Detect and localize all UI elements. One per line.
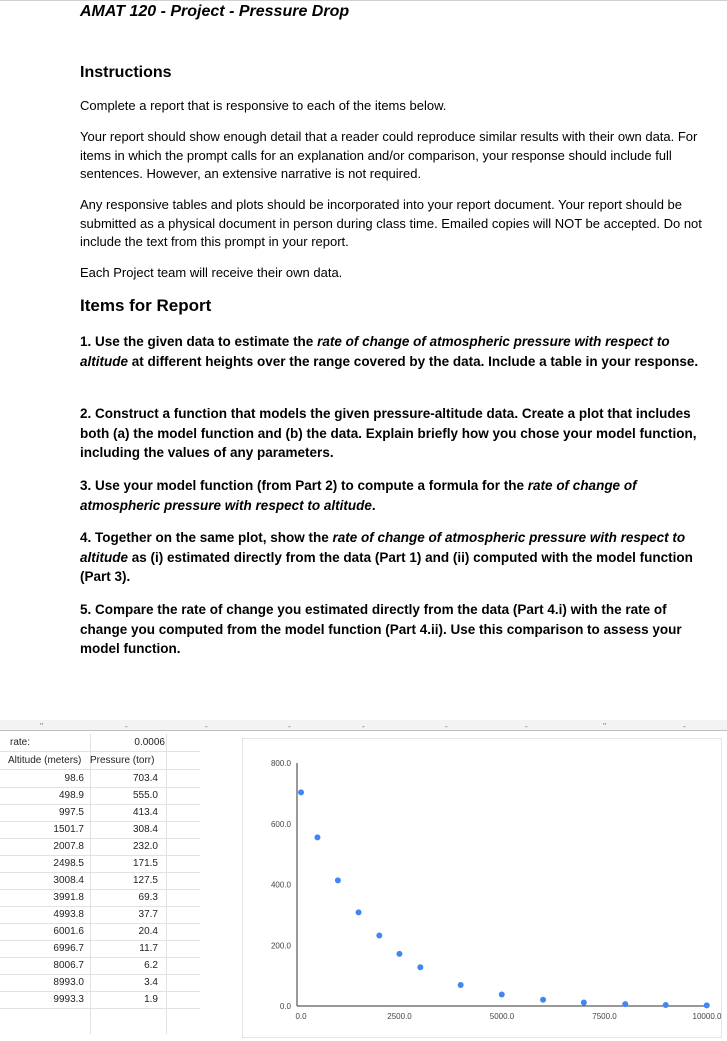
table-row[interactable] <box>0 957 200 975</box>
rate-row[interactable] <box>0 734 200 752</box>
header-row[interactable] <box>0 752 200 770</box>
y-tick-label: 600.0 <box>270 819 291 829</box>
table-row[interactable] <box>0 889 200 907</box>
table-row[interactable] <box>0 906 200 924</box>
altitude-cell: 2007.8 <box>53 841 84 852</box>
pressure-cell: 3.4 <box>144 977 158 988</box>
table-row[interactable] <box>0 821 200 839</box>
chart-frame <box>242 738 722 1038</box>
data-point <box>356 909 362 915</box>
instructions-paragraph-2: Your report should show enough detail that a reader could reproduce similar results with their own data. For items in which the prompt calls for an explanation and/or comparison, your response should include full sentences. However, an extensive narrative is not required. <box>80 129 698 181</box>
items-heading: Items for Report <box>80 296 212 315</box>
column-marker: - <box>288 722 291 731</box>
column-marker: - <box>362 722 365 731</box>
data-point <box>581 999 587 1005</box>
table-row[interactable] <box>0 940 200 958</box>
pressure-cell: 171.5 <box>132 858 158 869</box>
table-row[interactable] <box>0 991 200 1009</box>
x-tick-label: 10000.0 <box>692 1012 722 1021</box>
column-marker: - <box>125 722 128 731</box>
altitude-cell: 9993.3 <box>53 994 84 1005</box>
altitude-cell: 3008.4 <box>53 875 84 886</box>
x-tick-label: 0.0 <box>295 1012 307 1021</box>
column-marker: - <box>445 722 448 731</box>
table-row[interactable] <box>0 838 200 856</box>
table-row[interactable] <box>0 872 200 890</box>
data-point <box>298 789 304 795</box>
pressure-cell: 69.3 <box>138 892 158 903</box>
altitude-cell: 2498.5 <box>53 858 84 869</box>
pressure-cell: 11.7 <box>139 943 158 954</box>
data-point <box>499 992 505 998</box>
rate-value: 0.0006 <box>134 737 165 748</box>
scatter-chart <box>242 738 722 1038</box>
item-2: 2. Construct a function that models the given pressure-altitude data. Create a plot that includes both (a) the model function and (b) the data. Explain briefly how you chose your model function, including the values of any parameters. <box>80 406 697 460</box>
instructions-heading: Instructions <box>80 64 172 81</box>
column-header-bar <box>0 720 727 731</box>
data-point <box>396 951 402 957</box>
pressure-cell: 413.4 <box>132 807 158 818</box>
altitude-cell: 3991.8 <box>53 892 84 903</box>
pressure-cell: 555.0 <box>132 790 158 801</box>
data-point <box>458 982 464 988</box>
pressure-cell: 6.2 <box>144 960 158 971</box>
table-row[interactable] <box>0 770 200 788</box>
data-point <box>335 877 341 883</box>
column-marker: - <box>683 722 686 731</box>
instructions-paragraph-1: Complete a report that is responsive to each of the items below. <box>80 98 447 113</box>
data-point <box>663 1002 669 1008</box>
data-point <box>376 933 382 939</box>
altitude-header: Altitude (meters) <box>8 755 82 766</box>
pressure-cell: 37.7 <box>138 909 158 920</box>
table-row[interactable] <box>0 923 200 941</box>
item-4: 4. Together on the same plot, show the rate of change of atmospheric pressure with respect to altitude as (i) estimated directly from the data (Part 1) and (ii) computed with the model function (Part 3). <box>80 530 693 584</box>
table-row[interactable] <box>0 787 200 805</box>
x-tick-label: 7500.0 <box>592 1012 617 1021</box>
y-tick-label: 400.0 <box>270 880 291 890</box>
item-5: 5. Compare the rate of change you estimated directly from the data (Part 4.i) with the rate of change you computed from the model function (Part 4.ii). Use this comparison to assess your model function. <box>80 602 682 656</box>
pressure-cell: 703.4 <box>132 773 158 784</box>
table-row[interactable] <box>0 804 200 822</box>
item-3: 3. Use your model function (from Part 2) to compute a formula for the rate of change of atmospheric pressure with respect to altitude. <box>80 478 637 513</box>
y-tick-label: 200.0 <box>270 941 291 951</box>
table-row[interactable] <box>0 855 200 873</box>
pressure-cell: 20.4 <box>138 926 158 937</box>
y-tick-label: 0.0 <box>279 1002 291 1011</box>
data-point <box>417 964 423 970</box>
pressure-cell: 232.0 <box>132 841 158 852</box>
altitude-cell: 997.5 <box>58 807 84 818</box>
top-rule <box>0 0 727 1</box>
column-marker: '' <box>40 722 44 731</box>
data-point <box>314 834 320 840</box>
data-point <box>540 997 546 1003</box>
altitude-cell: 498.9 <box>58 790 84 801</box>
altitude-cell: 6996.7 <box>53 943 84 954</box>
pressure-cell: 127.5 <box>132 875 158 886</box>
pressure-header: Pressure (torr) <box>90 755 155 766</box>
spreadsheet <box>0 720 727 1041</box>
column-marker: '' <box>603 722 607 731</box>
altitude-cell: 6001.6 <box>53 926 84 937</box>
rate-label: rate: <box>10 737 31 748</box>
page-title: AMAT 120 - Project - Pressure Drop <box>80 3 350 20</box>
data-point <box>622 1001 628 1007</box>
altitude-cell: 1501.7 <box>53 824 84 835</box>
altitude-cell: 98.6 <box>64 773 84 784</box>
y-tick-label: 800.0 <box>270 759 291 768</box>
item-1: 1. Use the given data to estimate the rate of change of atmospheric pressure with respect to altitude at different heights over the range covered by the data. Include a table in your response. <box>80 334 699 369</box>
x-tick-label: 5000.0 <box>489 1012 515 1021</box>
pressure-cell: 308.4 <box>132 824 158 835</box>
instructions-paragraph-4: Each Project team will receive their own data. <box>80 265 343 280</box>
x-tick-label: 2500.0 <box>387 1012 412 1021</box>
column-marker: - <box>525 722 528 731</box>
data-point <box>704 1002 710 1008</box>
column-marker: - <box>205 722 208 731</box>
altitude-cell: 8993.0 <box>53 977 84 988</box>
altitude-cell: 4993.8 <box>53 909 84 920</box>
table-row[interactable] <box>0 974 200 992</box>
altitude-cell: 8006.7 <box>53 960 84 971</box>
instructions-paragraph-3: Any responsive tables and plots should be incorporated into your report document. Your report should be submitted as a physical document in person during class time. Emailed copies will NOT be accepted. Do not include the text from this prompt in your report. <box>80 197 702 249</box>
pressure-cell: 1.9 <box>144 994 158 1005</box>
